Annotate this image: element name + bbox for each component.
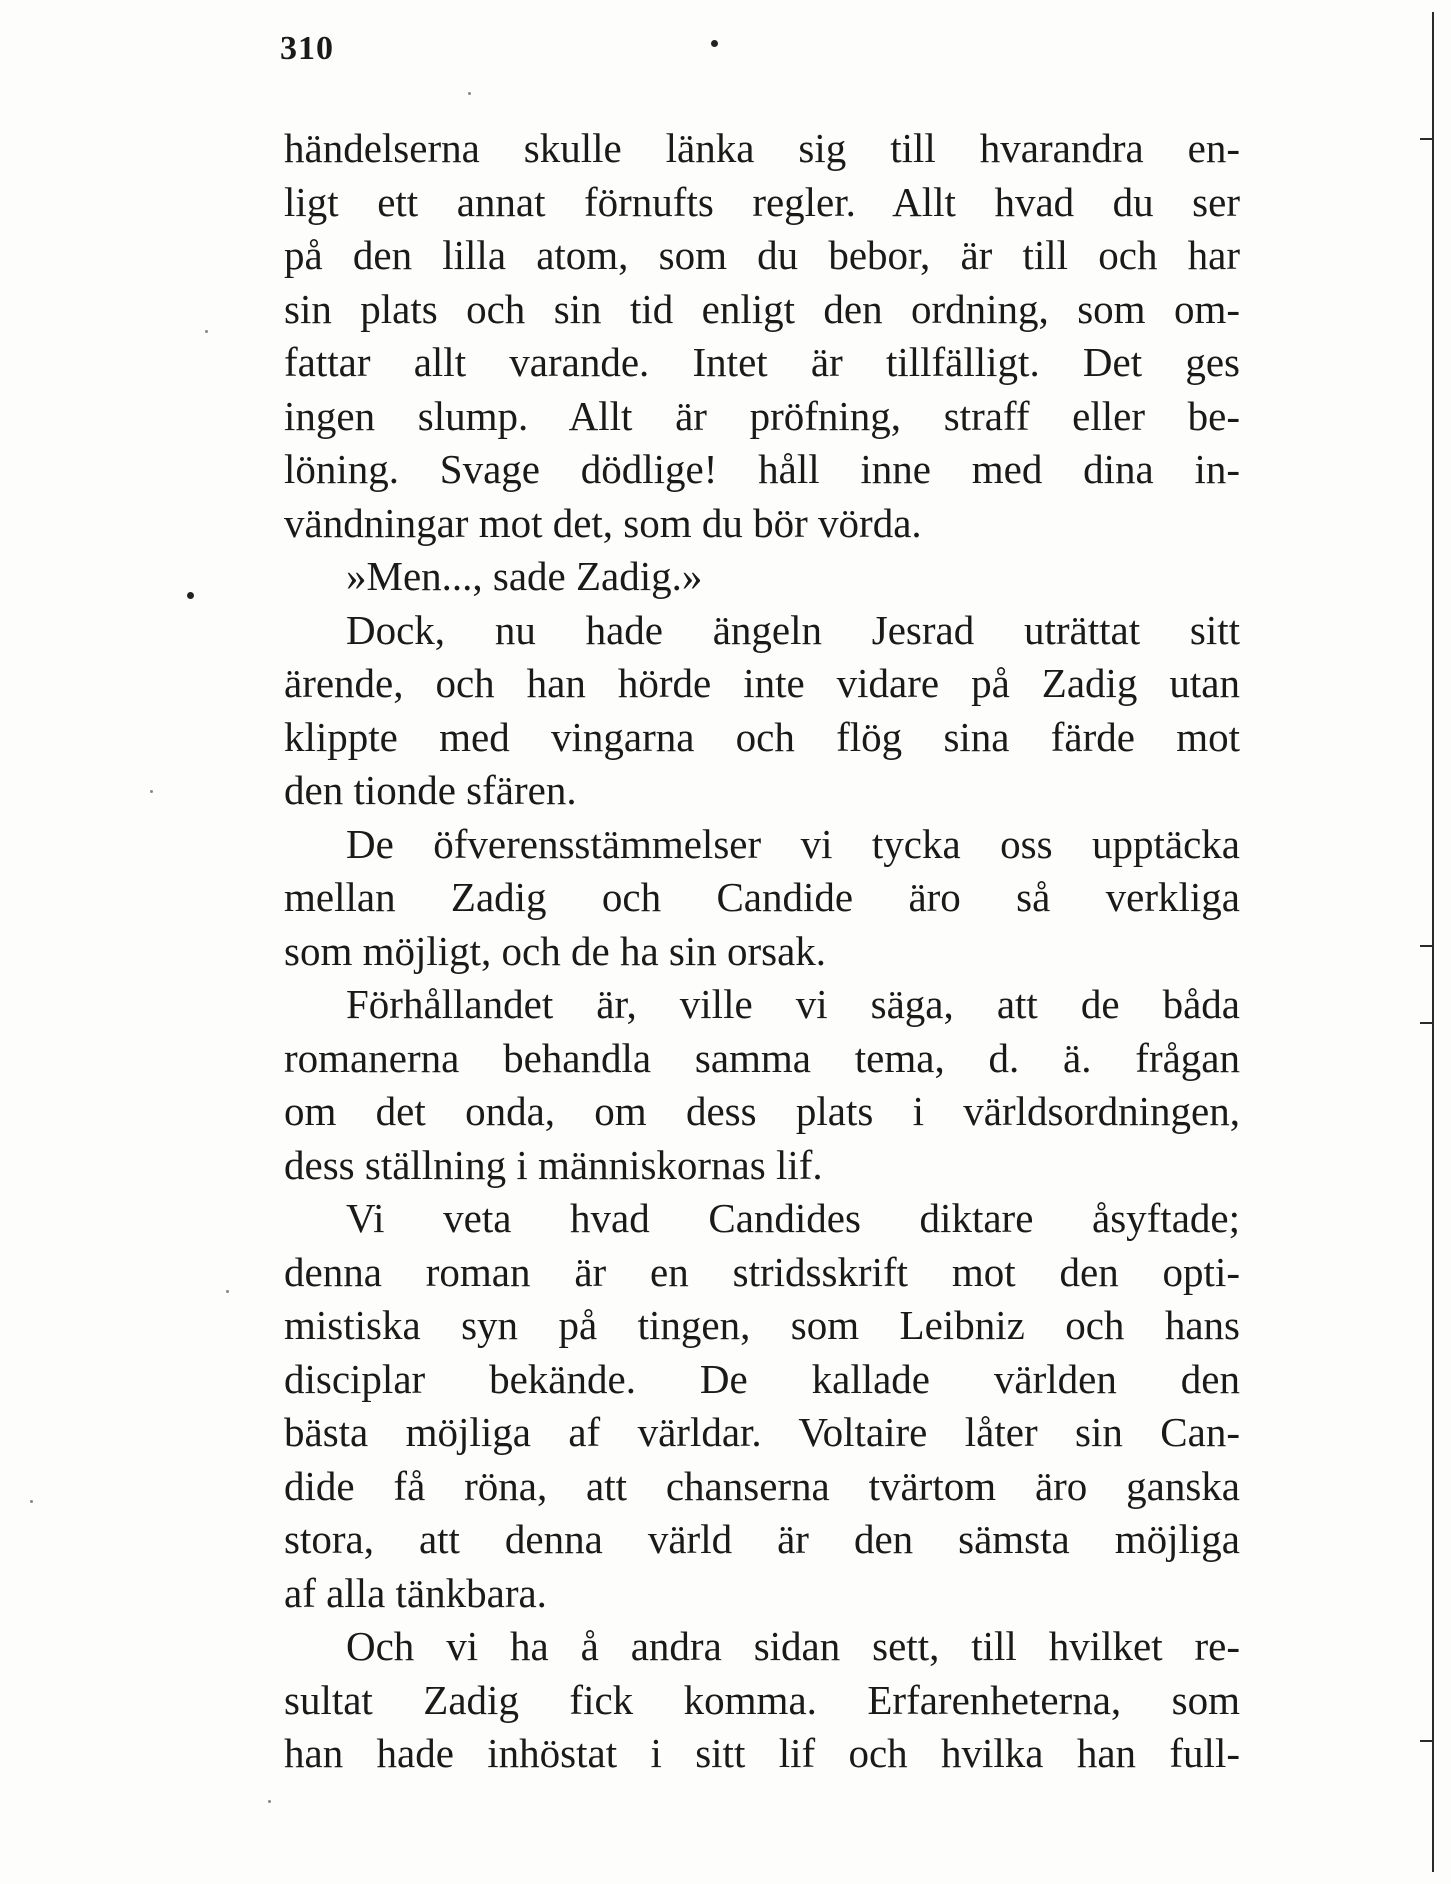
text-line: »Men..., sade Zadig.»	[346, 553, 703, 599]
text-line: händelserna skulle länka sig till hvarandra en-	[284, 125, 1240, 171]
text-line: mellan Zadig och Candide äro så verkliga	[284, 874, 1240, 920]
scan-speck	[711, 40, 718, 47]
text-line: ingen slump. Allt är pröfning, straff eller be-	[284, 392, 1240, 439]
text-line: ligt ett annat förnufts regler. Allt hvad du ser	[284, 178, 1240, 225]
text-line: han hade inhöstat i sitt lif och hvilka han full-	[284, 1730, 1240, 1776]
scan-speck	[30, 1500, 33, 1503]
text-line: som möjligt, och de ha sin orsak.	[284, 927, 827, 974]
text-line: stora, att denna värld är den sämsta möjliga	[284, 1516, 1240, 1562]
page-edge-line	[1432, 12, 1434, 1872]
text-line: disciplar bekände. De kallade världen den	[284, 1355, 1240, 1402]
text-line: Dock, nu hade ängeln Jesrad uträttat sitt	[346, 606, 1240, 653]
text-line: denna roman är en stridsskrift mot den opti-	[284, 1248, 1240, 1295]
text-line: fattar allt varande. Intet är tillfälligt. Det ges	[284, 339, 1240, 385]
text-line: Och vi ha å andra sidan sett, till hvilket re-	[346, 1623, 1240, 1669]
text-line: De öfverensstämmelser vi tycka oss upptäcka	[346, 820, 1240, 867]
page-edge-mark	[1420, 138, 1434, 140]
text-line: om det onda, om dess plats i världsordningen,	[284, 1088, 1240, 1134]
text-line: dess ställning i människornas lif.	[284, 1141, 823, 1188]
text-line: ärende, och han hörde inte vidare på Zadig utan	[284, 660, 1240, 706]
text-line: sin plats och sin tid enligt den ordning, som om-	[284, 285, 1240, 332]
page-edge-mark	[1420, 1740, 1434, 1742]
text-line: vändningar mot det, som du bör vörda.	[284, 499, 922, 546]
text-line: af alla tänkbara.	[284, 1569, 547, 1616]
text-line: romanerna behandla samma tema, d. ä. frågan	[284, 1034, 1240, 1081]
body-text	[284, 122, 1240, 1781]
text-line: sultat Zadig fick komma. Erfarenheterna, som	[284, 1676, 1240, 1723]
text-line: dide få röna, att chanserna tvärtom äro ganska	[284, 1462, 1240, 1509]
page-number: 310	[280, 30, 334, 67]
scan-speck	[187, 592, 194, 599]
text-line: mistiska syn på tingen, som Leibniz och hans	[284, 1302, 1240, 1348]
page-edge-mark	[1420, 1022, 1434, 1024]
page-edge-mark	[1420, 945, 1434, 947]
text-line: Förhållandet är, ville vi säga, att de båda	[346, 981, 1240, 1027]
scan-speck	[468, 92, 471, 95]
text-line: den tionde sfären.	[284, 767, 577, 813]
text-line: Vi veta hvad Candides diktare åsyftade;	[346, 1195, 1240, 1241]
scan-speck	[268, 1800, 271, 1803]
scan-speck	[226, 1290, 229, 1293]
text-line: löning. Svage dödlige! håll inne med dina in-	[284, 446, 1240, 492]
text-line: klippte med vingarna och flög sina färde mot	[284, 713, 1240, 760]
scan-speck	[150, 790, 153, 793]
text-line: bästa möjliga af världar. Voltaire låter sin Can-	[284, 1409, 1240, 1455]
text-line: på den lilla atom, som du bebor, är till och har	[284, 232, 1240, 278]
scan-speck	[205, 330, 208, 333]
